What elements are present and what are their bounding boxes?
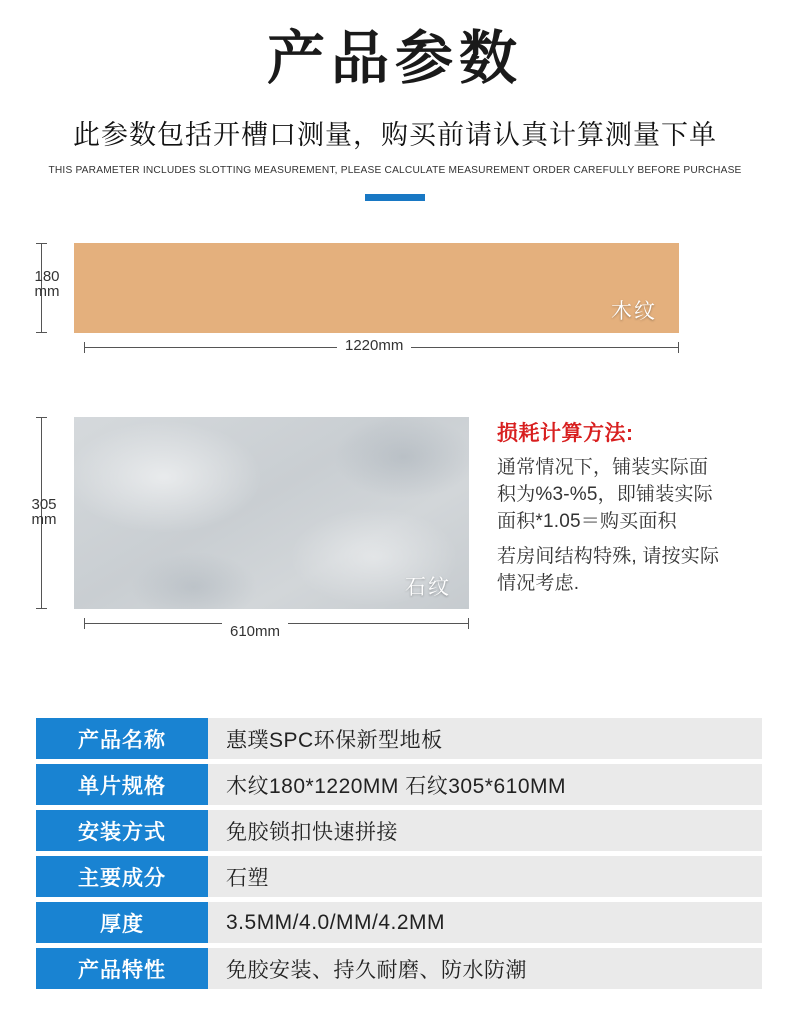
stone-sample-label: 石纹 xyxy=(405,575,451,599)
spec-key-cell: 产品特性 xyxy=(36,948,208,989)
loss-calculation-block xyxy=(497,417,777,598)
spec-value-cell: 惠璞SPC环保新型地板 xyxy=(208,718,762,759)
page-subtitle-english: THIS PARAMETER INCLUDES SLOTTING MEASUREMENT, PLEASE CALCULATE MEASUREMENT ORDER CAREFULLY BEFORE PURCHASE xyxy=(48,163,742,176)
stone-sample-swatch xyxy=(74,417,469,609)
spec-value-cell: 3.5MM/4.0/MM/4.2MM xyxy=(208,902,762,943)
stone-height-value: 305 xyxy=(31,495,57,513)
spec-value-cell: 免胶安装、持久耐磨、防水防潮 xyxy=(208,948,762,989)
wood-width-cap-right xyxy=(678,342,679,353)
spec-key-cell: 主要成分 xyxy=(36,856,208,897)
wood-width-line xyxy=(84,347,679,348)
table-row xyxy=(36,902,762,943)
loss-calculation-line-1: 通常情况下，铺装实际面 xyxy=(497,456,709,478)
wood-height-dimension xyxy=(24,269,70,301)
wood-height-value: 180 xyxy=(34,267,60,285)
stone-height-unit: mm xyxy=(31,511,57,529)
spec-key-cell: 安装方式 xyxy=(36,810,208,851)
loss-calculation-line-3: 面积*1.05＝购买面积 xyxy=(497,510,677,532)
accent-divider xyxy=(365,194,425,201)
stone-width-cap-right xyxy=(468,618,469,629)
spec-value-cell: 石塑 xyxy=(208,856,762,897)
page-header xyxy=(0,0,790,201)
table-row xyxy=(36,856,762,897)
loss-calculation-line-2: 积为%3-%5，即铺装实际 xyxy=(497,483,713,505)
loss-calculation-line-4: 若房间结构特殊, 请按实际 xyxy=(497,545,720,567)
spec-value-cell: 木纹180*1220MM 石纹305*610MM xyxy=(208,764,762,805)
spec-value-cell: 免胶锁扣快速拼接 xyxy=(208,810,762,851)
spec-table xyxy=(36,718,762,994)
loss-calculation-line-5: 情况考虑. xyxy=(497,572,580,594)
wood-sample-swatch xyxy=(74,243,679,333)
spec-key-cell: 单片规格 xyxy=(36,764,208,805)
table-row xyxy=(36,764,762,805)
wood-width-value: 1220mm xyxy=(337,337,411,354)
spec-key-cell: 厚度 xyxy=(36,902,208,943)
wood-height-unit: mm xyxy=(34,283,60,301)
wood-texture xyxy=(74,243,679,333)
page-title: 产品参数 xyxy=(266,26,523,91)
stone-height-dimension xyxy=(18,497,70,529)
stone-height-cap-bottom xyxy=(36,608,47,609)
stone-width-value: 610mm xyxy=(222,623,288,640)
page-subtitle: 此参数包括开槽口测量，购买前请认真计算测量下单 xyxy=(73,119,717,150)
wood-height-cap-bottom xyxy=(36,332,47,333)
table-row xyxy=(36,718,762,759)
sample-diagram xyxy=(0,225,790,645)
table-row xyxy=(36,948,762,989)
table-row xyxy=(36,810,762,851)
loss-calculation-title: 损耗计算方法: xyxy=(497,421,634,445)
spec-key-cell: 产品名称 xyxy=(36,718,208,759)
wood-sample-label: 木纹 xyxy=(611,299,657,323)
